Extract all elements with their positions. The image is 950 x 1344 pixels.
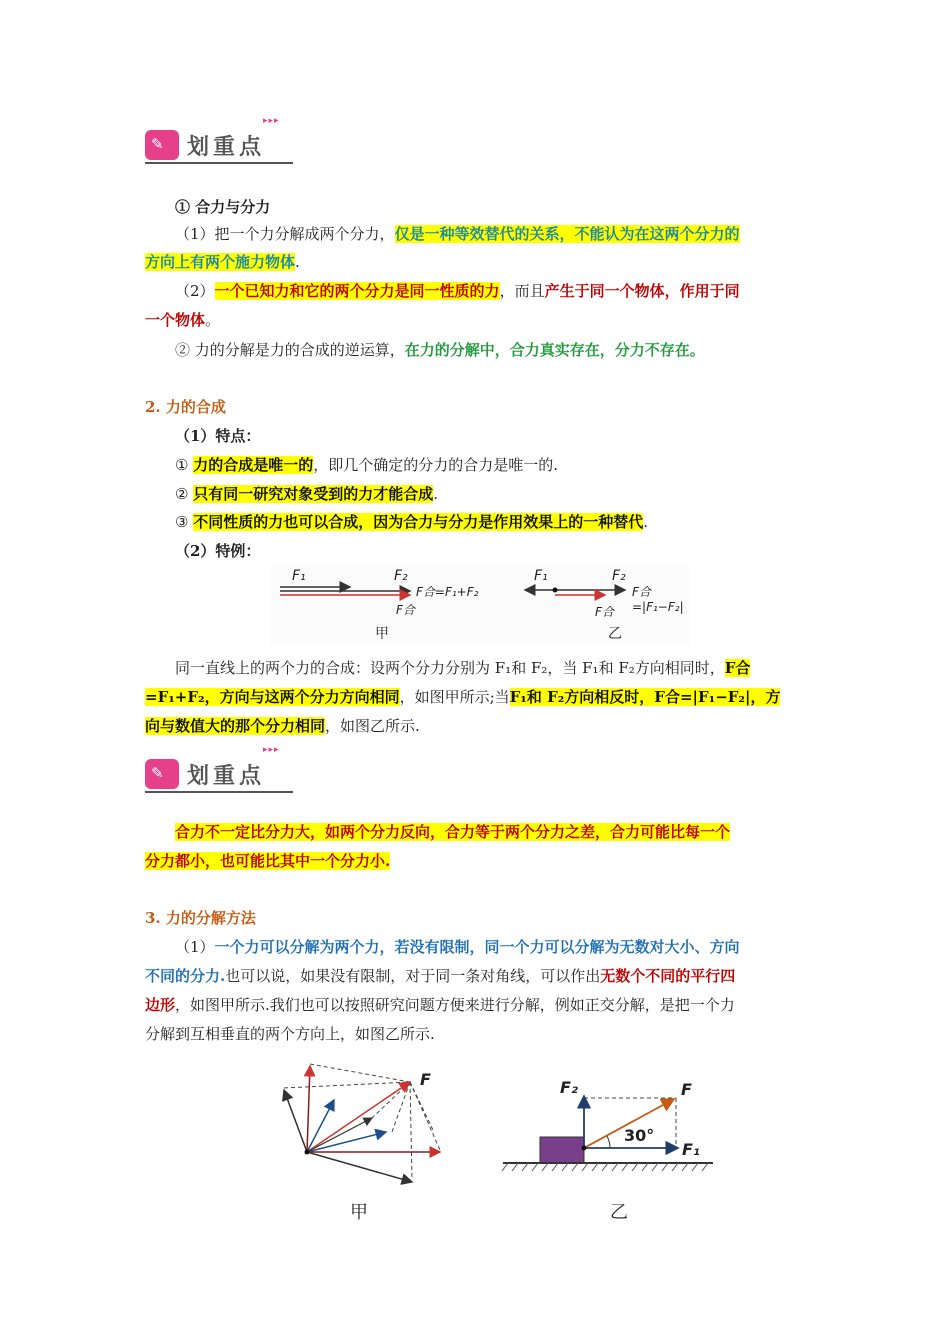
collinear-svg [270, 565, 690, 645]
sec1-heading: ① 合力与分力 [175, 198, 271, 216]
sec2-para-line1: 同一直线上的两个力的合成：设两个分力分别为 F₁和 F₂，当 F₁和 F₂方向相同时，F合 [175, 659, 751, 677]
badge-title: 划重点 [187, 764, 266, 789]
sec2-para-line2: =F₁+F₂，方向与这两个分力方向相同，如图甲所示;当F₁和 F₂方向相反时，F合=|F₁−F₂|，方 [145, 688, 781, 706]
jia-F-arrow [307, 1082, 410, 1152]
yi-F2-label: F₂ [560, 1078, 578, 1097]
sec3-line4: 分解到互相垂直的两个方向上，如图乙所示. [145, 1025, 435, 1043]
sec2-item3: ③ 不同性质的力也可以合成，因为合力与分力是作用效果上的一种替代. [175, 513, 649, 531]
arrows-icon: ▸▸▸ [263, 745, 280, 755]
jia-fh-label: F合 [396, 603, 415, 617]
sec2-para-line3: 向与数值大的那个分力相同，如图乙所示. [145, 717, 420, 735]
yi-label: 乙 [608, 626, 622, 642]
jia-label: 甲 [375, 626, 389, 642]
jia-svg [262, 1060, 462, 1200]
sec1-p2-line2: 一个物体。 [145, 311, 221, 329]
sec2-heading: 2. 力的合成 [145, 398, 226, 416]
decomposition-figure-yi [498, 1072, 728, 1232]
jia-f1-label: F₁ [292, 568, 306, 584]
sec3-heading: 3. 力的分解方法 [145, 909, 256, 927]
jia-eq-label: F合=F₁+F₂ [416, 585, 479, 599]
sec3-line1: （1）一个力可以分解为两个力，若没有限制，同一个力可以分解为无数对大小、方向 [175, 938, 740, 956]
decomposition-figure-jia [262, 1060, 462, 1230]
keypoint-badge-1 [145, 116, 295, 168]
sec1-p1-line2: 方向上有两个施力物体. [145, 253, 300, 271]
yi-f1-label: F₁ [534, 568, 548, 584]
jia-f2-label: F₂ [394, 568, 408, 584]
badge-title: 划重点 [187, 135, 266, 160]
yi-angle-label: 30° [624, 1126, 655, 1145]
keypoint2-line2: 分力都小，也可能比其中一个分力小. [145, 852, 391, 870]
sec1-p2-line1: （2）一个已知力和它的两个分力是同一性质的力，而且产生于同一个物体，作用于同 [175, 282, 740, 300]
angle-arc [607, 1136, 610, 1148]
badge-underline [145, 162, 293, 164]
keypoint-badge-2 [145, 745, 295, 797]
yi-eq-label: F合=|F₁−F₂| [632, 585, 684, 614]
sec1-p3: ② 力的分解是力的合成的逆运算，在力的分解中，合力真实存在，分力不存在。 [175, 341, 705, 359]
arrows-icon: ▸▸▸ [263, 116, 280, 126]
sec2-item1: ① 力的合成是唯一的，即几个确定的分力的合力是唯一的. [175, 456, 559, 474]
yi-svg [498, 1072, 728, 1182]
jia-F-label: F [420, 1070, 431, 1089]
yi-fig-label: 乙 [610, 1202, 628, 1223]
yi-F1-label: F₁ [682, 1140, 700, 1159]
sec2-item2: ② 只有同一研究对象受到的力才能合成. [175, 485, 439, 503]
pen-icon: ✎ [145, 130, 179, 160]
yi-fh-label: F合 [595, 605, 614, 619]
keypoint2-line1: 合力不一定比分力大，如两个分力反向，合力等于两个分力之差，合力可能比每一个 [175, 823, 731, 841]
pen-icon: ✎ [145, 759, 179, 789]
jia-fig-label: 甲 [350, 1202, 368, 1223]
sec3-line2: 不同的分力.也可以说，如果没有限制，对于同一条对角线，可以作出无数个不同的平行四 [145, 967, 736, 985]
block [540, 1137, 584, 1163]
yi-F-label: F [681, 1080, 692, 1099]
badge-underline [145, 791, 293, 793]
collinear-figure [270, 565, 690, 645]
sec2-sub2: （2）特例： [175, 542, 261, 560]
sec1-p1-line1: （1）把一个力分解成两个分力，仅是一种等效替代的关系，不能认为在这两个分力的 [175, 225, 740, 243]
yi-point [553, 588, 558, 593]
sec3-line3: 边形，如图甲所示.我们也可以按照研究问题方便来进行分解，例如正交分解，是把一个力 [145, 996, 735, 1014]
yi-f2-label: F₂ [612, 568, 626, 584]
sec2-sub1: （1）特点： [175, 427, 261, 445]
